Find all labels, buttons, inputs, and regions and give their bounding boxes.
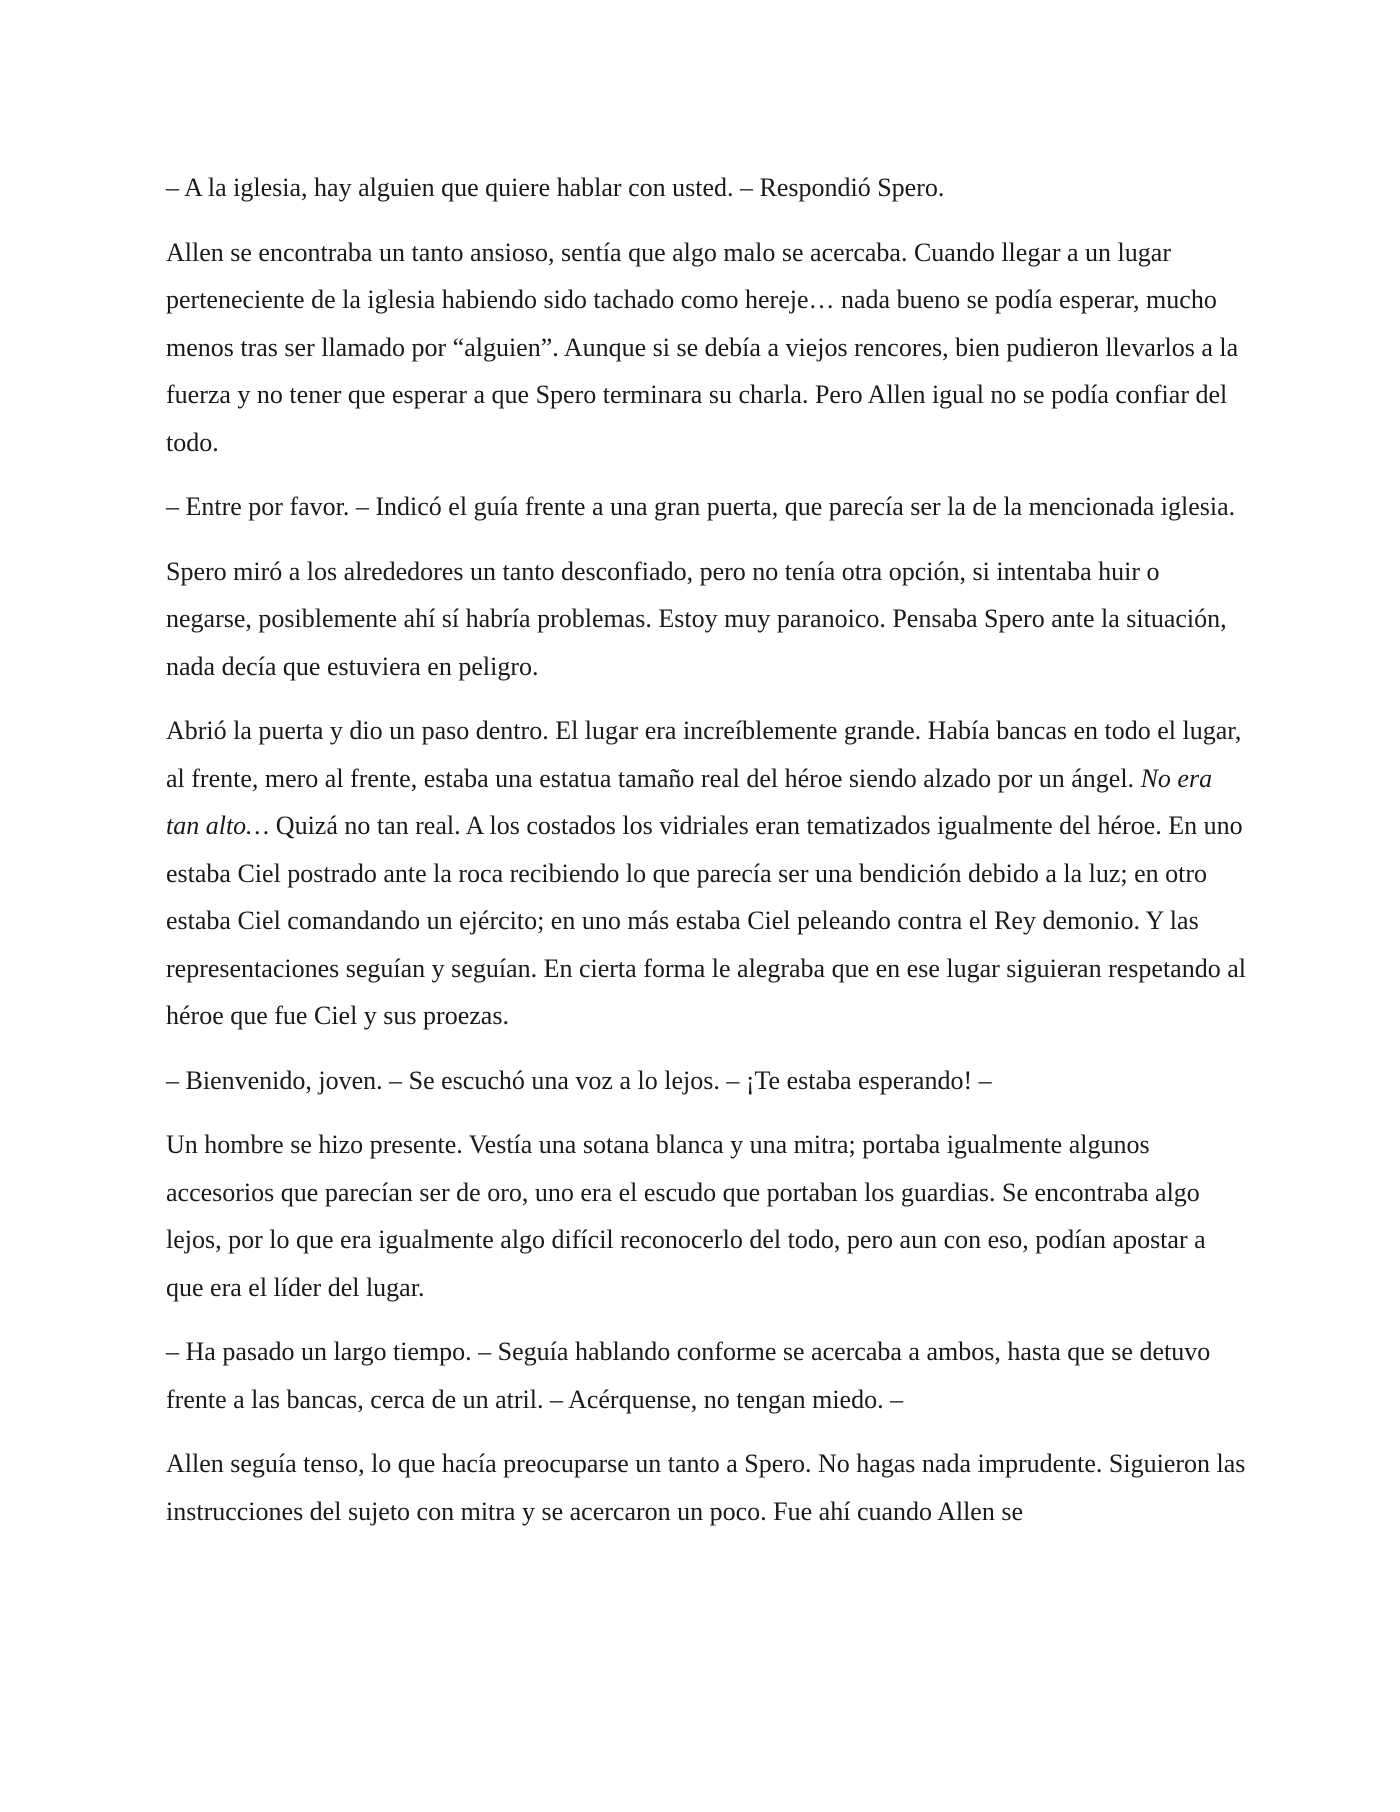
paragraph-3: – Entre por favor. – Indicó el guía frente a una gran puerta, que parecía ser la de la mencionada iglesia. [166,492,1236,521]
paragraph-5-text-before: Abrió la puerta y dio un paso dentro. El lugar era increíblemente grande. Había bancas en todo el lugar, al frente, mero al frente, estaba una estatua tamaño real del héroe siendo alzado por un ángel. [166,716,1242,793]
paragraph-6: – Bienvenido, joven. – Se escuchó una voz a lo lejos. – ¡Te estaba esperando! – [166,1065,992,1095]
document-body [166,164,1246,1535]
paragraph-1: – A la iglesia, hay alguien que quiere hablar con usted. – Respondió Spero. [166,173,945,202]
paragraph-4: Spero miró a los alrededores un tanto desconfiado, pero no tenía otra opción, si intentaba huir o negarse, posiblemente ahí sí habría problemas. Estoy muy paranoico. Pensaba Spero ante la situación, nada decía que estuviera en peligro. [166,556,1227,681]
paragraph-5-text-after: Quizá no tan real. A los costados los vidriales eran tematizados igualmente del héroe. En uno estaba Ciel postrado ante la roca recibiendo lo que parecía ser una bendición debido a la luz; en otro estaba Ciel comandando un ejército; en uno más estaba Ciel peleando contra el Rey demonio. Y las representaciones seguían y seguían. En cierta forma le alegraba que en ese lugar siguieran respetando al héroe que fue Ciel y sus proezas. [166,811,1246,1030]
paragraph-2: Allen se encontraba un tanto ansioso, sentía que algo malo se acercaba. Cuando llegar a un lugar perteneciente de la iglesia habiendo sido tachado como hereje… nada bueno se podía esperar, mucho menos tras ser llamado por “alguien”. Aunque si se debía a viejos rencores, bien pudieron llevarlos a la fuerza y no tener que esperar a que Spero terminara su charla. Pero Allen igual no se podía confiar del todo. [166,237,1239,457]
paragraph-8: – Ha pasado un largo tiempo. – Seguía hablando conforme se acercaba a ambos, hasta que se detuvo frente a las bancas, cerca de un atril. – Acérquense, no tengan miedo. – [166,1337,1211,1414]
paragraph-7: Un hombre se hizo presente. Vestía una sotana blanca y una mitra; portaba igualmente algunos accesorios que parecían ser de oro, uno era el escudo que portaban los guardias. Se encontraba algo lejos, por lo que era igualmente algo difícil reconocerlo del todo, pero aun con eso, podían apostar a que era el líder del lugar. [166,1130,1206,1302]
paragraph-5-italic-thought: No era tan alto… [166,763,1213,840]
paragraph-5 [166,707,1246,1040]
paragraph-9: Allen seguía tenso, lo que hacía preocuparse un tanto a Spero. No hagas nada imprudente. Siguieron las instrucciones del sujeto con mitra y se acercaron un poco. Fue ahí cuando Allen se [166,1449,1246,1526]
